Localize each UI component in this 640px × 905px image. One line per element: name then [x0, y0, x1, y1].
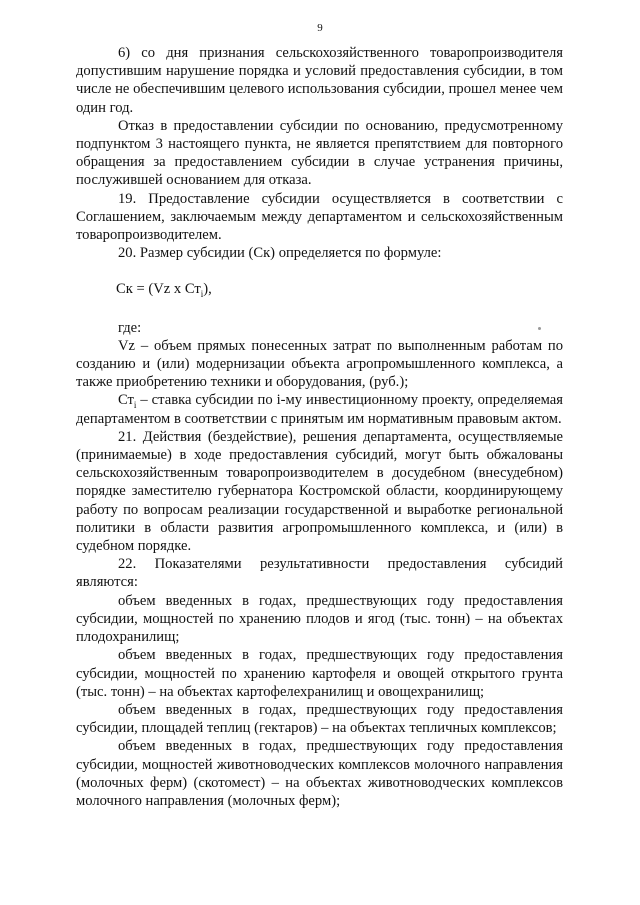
paragraph-19: 19. Предоставление субсидии осуществляется в соответствии с Соглашением, заключаемым между департаментом и сельскохозяйственным товаропроизводителем. — [76, 190, 563, 244]
paragraph-refusal-note: Отказ в предоставлении субсидии по основанию, предусмотренному подпунктом 3 настоящего пункта, не является препятствием для повторного обращения за предоставлением субсидии в случае устранения причины, послужившей основанием для отказа. — [76, 117, 563, 189]
subsidy-formula — [76, 280, 563, 298]
paragraph-21: 21. Действия (бездействие), решения департамента, осуществляемые (принимаемые) в ходе предоставления субсидий, могут быть обжалованы сельскохозяйственным товаропроизводителем в досудебном (внесудебном) порядке заместителю губернатора Костромской области, координирующему работу по вопросам реализации государственной и выработке региональной политики в области развития агропромышленного комплекса, и (или) в судебном порядке. — [76, 428, 563, 555]
indicator-dairy-complexes: объем введенных в годах, предшествующих году предоставления субсидии, мощностей животноводческих комплексов молочного направления (молочных ферм) (скотомест) – на объектах животноводческих комплексов молочного направления (молочных ферм); — [76, 738, 563, 809]
indicator-fruit-storage: объем введенных в годах, предшествующих году предоставления субсидии, мощностей по хранению плодов и ягод (тыс. тонн) – на объектах плодохранилищ; — [76, 592, 563, 646]
st-symbol: Ст — [118, 392, 134, 409]
indicator-potato-vegetable-storage: объем введенных в годах, предшествующих году предоставления субсидии, мощностей по хранению картофеля и овощей открытого грунта (тыс. тонн) – на объектах картофелехранилищ и овощехранилищ; — [76, 647, 563, 700]
where-label: где: — [118, 319, 142, 336]
paragraph-20: 20. Размер субсидии (Ск) определяется по формуле: — [118, 245, 442, 262]
paragraph-22: 22. Показателями результативности предоставления субсидий являются: — [76, 556, 563, 591]
formula-left: Ск = (Vz х Ст — [116, 281, 201, 298]
st-subscript: i — [133, 400, 137, 411]
paragraph-item-6: 6) со дня признания сельскохозяйственного товаропроизводителя допустившим нарушение порядка и условий предоставления субсидии, в том числе не обеспечившим целевого использования субсидии, прошел менее чем один год. — [76, 45, 563, 116]
st-definition-text: – ставка субсидии по i-му инвестиционному проекту, определяемая департаментом в соответствии с принятым им нормативным правовым актом. — [76, 392, 563, 427]
vz-definition: Vz – объем прямых понесенных затрат по выполненным работам по созданию и (или) модернизации объекта агропромышленного комплекса, а также приобретению техники и оборудования, (руб.); — [76, 337, 563, 391]
formula-right: ), — [203, 281, 212, 298]
st-definition — [76, 391, 563, 427]
page-number: 9 — [317, 22, 323, 34]
indicator-greenhouses: объем введенных в годах, предшествующих году предоставления субсидии, площадей теплиц (гектаров) – на объектах тепличных комплексов; — [76, 701, 563, 737]
formula-subscript: i — [200, 289, 204, 300]
document-body — [76, 44, 563, 810]
scan-speck — [538, 327, 541, 330]
